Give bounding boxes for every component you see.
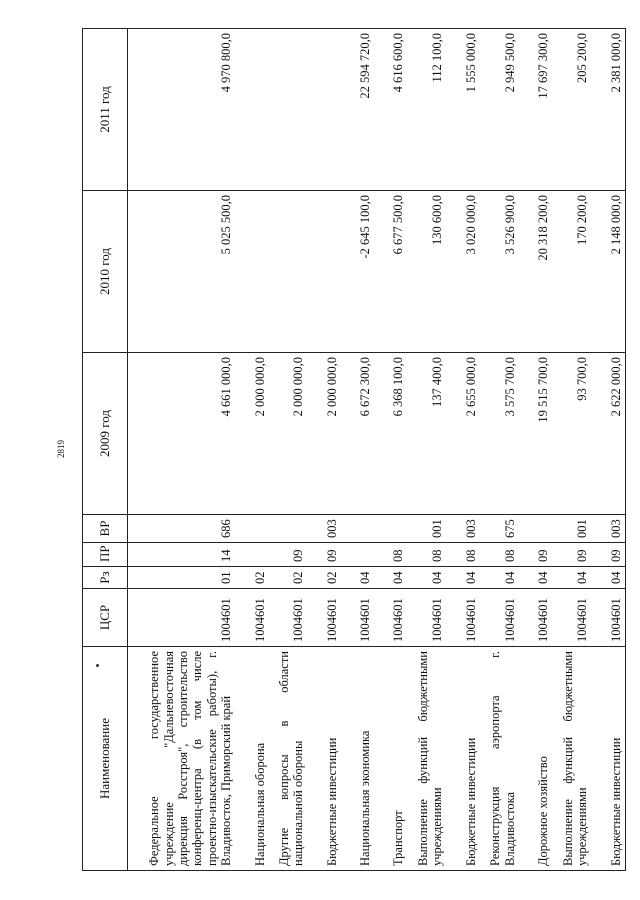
row-vr: 003 — [447, 515, 480, 543]
row-2011: 2 381 000,0 — [591, 29, 625, 191]
row-csr: 1004601 — [375, 589, 408, 647]
row-pr — [236, 543, 269, 567]
table-row — [591, 29, 625, 871]
row-2009: 19 515 700,0 — [519, 353, 552, 515]
table-row — [375, 29, 408, 871]
row-vr: 001 — [408, 515, 447, 543]
row-rz: 04 — [552, 567, 591, 589]
row-rz: 04 — [480, 567, 519, 589]
row-name: Выполнение функций бюджетными учреждениями — [408, 647, 447, 871]
row-csr: 1004601 — [128, 589, 236, 647]
rotated-page — [82, 28, 626, 871]
row-2011: 4 616 600,0 — [375, 29, 408, 191]
row-2009: 4 661 000,0 — [128, 353, 236, 515]
table-row — [128, 29, 236, 871]
row-2010: 170 200,0 — [552, 191, 591, 353]
row-csr: 1004601 — [552, 589, 591, 647]
row-csr: 1004601 — [480, 589, 519, 647]
row-2010: 3 020 000,0 — [447, 191, 480, 353]
row-2011: 4 970 800,0 — [128, 29, 236, 191]
row-pr: 09 — [519, 543, 552, 567]
row-vr — [375, 515, 408, 543]
row-vr — [269, 515, 308, 543]
table-row — [408, 29, 447, 871]
row-vr: 003 — [591, 515, 625, 543]
row-2011 — [236, 29, 269, 191]
row-name: Дорожное хозяйство — [519, 647, 552, 871]
row-name: Транспорт — [375, 647, 408, 871]
header-vr: ВР — [83, 515, 128, 543]
row-csr: 1004601 — [269, 589, 308, 647]
row-name: Национальная оборона — [236, 647, 269, 871]
row-pr: 09 — [308, 543, 341, 567]
row-pr: 09 — [591, 543, 625, 567]
row-2009: 6 672 300,0 — [341, 353, 374, 515]
row-2010: 5 025 500,0 — [128, 191, 236, 353]
row-name: Федеральное государственное учреждение "Дальневосточная дирекция Росстроя", строительство конференц-центра (в том числе проектно-изыскательские работы), г. Владивосток, Приморский край — [128, 647, 236, 871]
row-2011: 1 555 000,0 — [447, 29, 480, 191]
row-2009: 2 000 000,0 — [269, 353, 308, 515]
row-rz: 02 — [236, 567, 269, 589]
row-vr — [519, 515, 552, 543]
page-number: 2819 — [56, 440, 66, 458]
row-name: Бюджетные инвестиции — [447, 647, 480, 871]
row-rz: 01 — [128, 567, 236, 589]
row-rz: 04 — [375, 567, 408, 589]
row-2009: 137 400,0 — [408, 353, 447, 515]
row-pr: 09 — [552, 543, 591, 567]
table-row — [552, 29, 591, 871]
table-row — [447, 29, 480, 871]
row-2009: 2 000 000,0 — [236, 353, 269, 515]
header-2009: 2009 год — [83, 353, 128, 515]
row-csr: 1004601 — [236, 589, 269, 647]
row-2010: 2 148 000,0 — [591, 191, 625, 353]
row-pr: 08 — [480, 543, 519, 567]
row-pr: 14 — [128, 543, 236, 567]
row-name: Бюджетные инвестиции — [308, 647, 341, 871]
table-row — [308, 29, 341, 871]
row-2009: 2 622 000,0 — [591, 353, 625, 515]
row-csr: 1004601 — [519, 589, 552, 647]
row-rz: 02 — [308, 567, 341, 589]
row-2009: 3 575 700,0 — [480, 353, 519, 515]
row-vr: 003 — [308, 515, 341, 543]
table-row — [236, 29, 269, 871]
row-rz: 04 — [519, 567, 552, 589]
row-vr: 686 — [128, 515, 236, 543]
row-pr: 08 — [447, 543, 480, 567]
row-2011: 205 200,0 — [552, 29, 591, 191]
row-2011 — [269, 29, 308, 191]
row-rz: 04 — [447, 567, 480, 589]
row-name: Бюджетные инвестиции — [591, 647, 625, 871]
row-pr: 08 — [375, 543, 408, 567]
table-row — [341, 29, 374, 871]
row-rz: 02 — [269, 567, 308, 589]
header-2011: 2011 год — [83, 29, 128, 191]
row-2010: 130 600,0 — [408, 191, 447, 353]
row-vr — [236, 515, 269, 543]
header-2010: 2010 год — [83, 191, 128, 353]
row-csr: 1004601 — [447, 589, 480, 647]
table-row — [269, 29, 308, 871]
row-name: Другие вопросы в области национальной обороны — [269, 647, 308, 871]
row-2010: 20 318 200,0 — [519, 191, 552, 353]
row-2011: 112 100,0 — [408, 29, 447, 191]
budget-table — [82, 28, 626, 871]
row-2010: -2 645 100,0 — [341, 191, 374, 353]
header-pr: ПР — [83, 543, 128, 567]
row-2010 — [269, 191, 308, 353]
row-pr: 08 — [408, 543, 447, 567]
row-2009: 2 655 000,0 — [447, 353, 480, 515]
row-name: Национальная экономика — [341, 647, 374, 871]
row-vr: 675 — [480, 515, 519, 543]
table-header-row — [83, 29, 128, 871]
table-row — [519, 29, 552, 871]
row-name: Выполнение функций бюджетными учреждениями — [552, 647, 591, 871]
row-csr: 1004601 — [341, 589, 374, 647]
row-name: Реконструкция аэропорта г. Владивостока — [480, 647, 519, 871]
row-2010: 6 677 500,0 — [375, 191, 408, 353]
row-rz: 04 — [341, 567, 374, 589]
header-name: Наименование — [83, 647, 128, 871]
row-rz: 04 — [408, 567, 447, 589]
row-vr: 001 — [552, 515, 591, 543]
header-rz: Рз — [83, 567, 128, 589]
row-rz: 04 — [591, 567, 625, 589]
row-2010: 3 526 900,0 — [480, 191, 519, 353]
row-vr — [341, 515, 374, 543]
header-csr: ЦСР — [83, 589, 128, 647]
table-row — [480, 29, 519, 871]
row-pr: 09 — [269, 543, 308, 567]
row-pr — [341, 543, 374, 567]
row-2011 — [308, 29, 341, 191]
row-csr: 1004601 — [591, 589, 625, 647]
row-csr: 1004601 — [408, 589, 447, 647]
row-2009: 93 700,0 — [552, 353, 591, 515]
row-2010 — [236, 191, 269, 353]
row-2009: 2 000 000,0 — [308, 353, 341, 515]
row-csr: 1004601 — [308, 589, 341, 647]
row-2009: 6 368 100,0 — [375, 353, 408, 515]
row-2011: 2 949 500,0 — [480, 29, 519, 191]
row-2011: 22 594 720,0 — [341, 29, 374, 191]
row-2010 — [308, 191, 341, 353]
row-2011: 17 697 300,0 — [519, 29, 552, 191]
